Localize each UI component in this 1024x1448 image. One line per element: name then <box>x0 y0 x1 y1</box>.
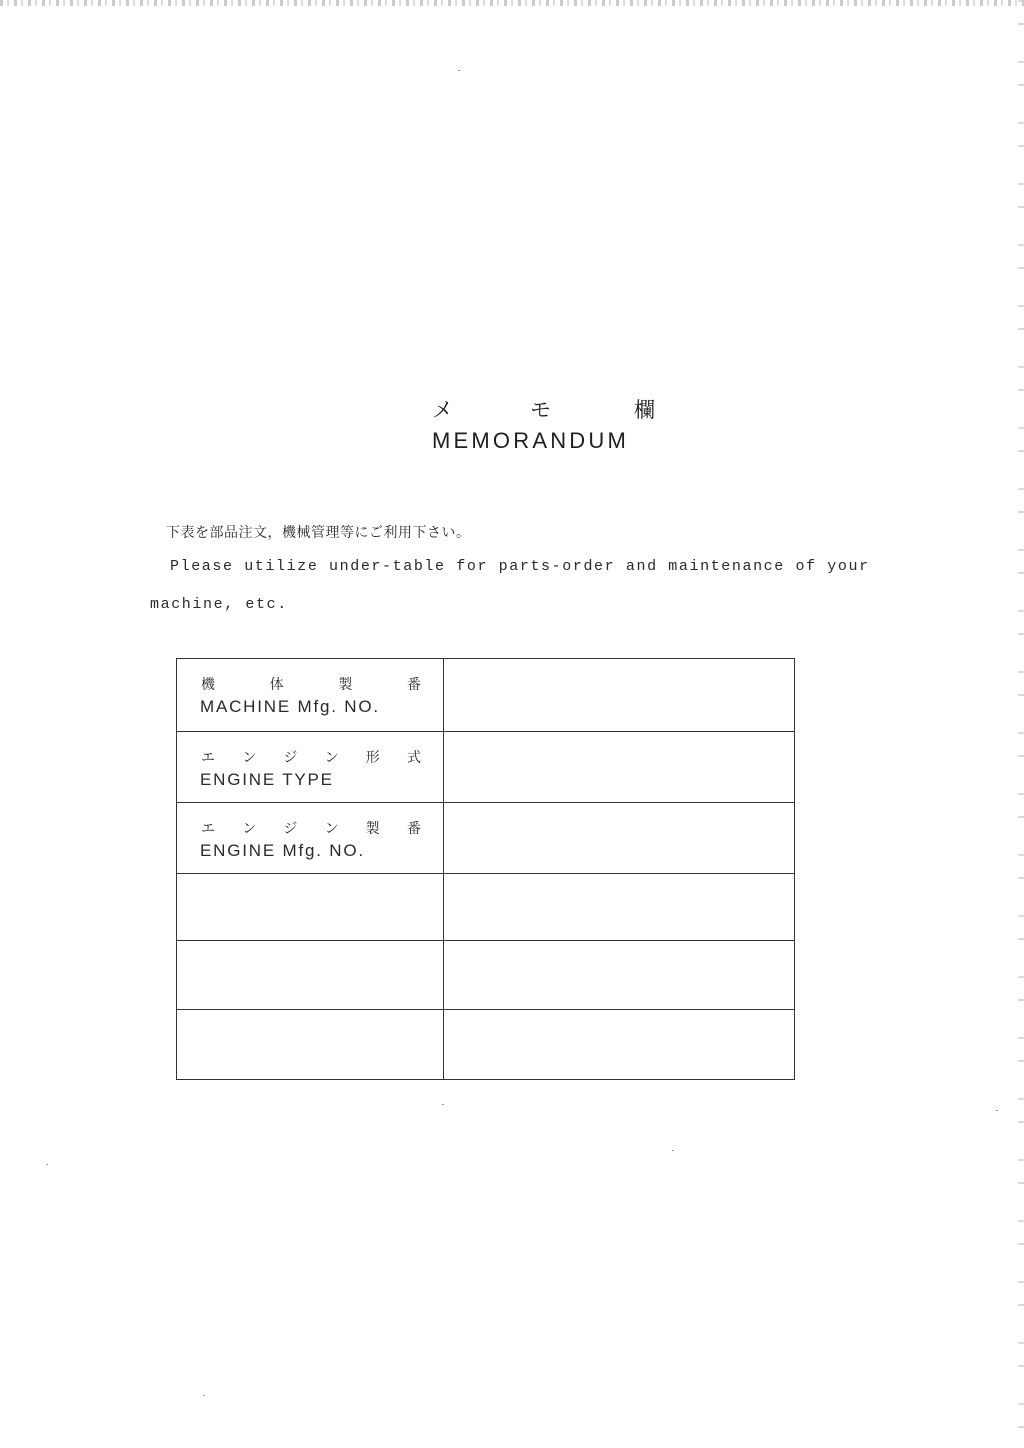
title-jp-char: メ <box>432 398 453 422</box>
label-jp-char: 番 <box>406 821 421 837</box>
title-jp-char: モ <box>530 398 551 422</box>
memo-table <box>176 658 795 1080</box>
label-jp-char: ジ <box>283 821 298 837</box>
row-label-cell <box>177 803 444 874</box>
label-jp-char: 形 <box>365 750 380 766</box>
label-jp-char: 製 <box>365 821 380 837</box>
scan-edge-top <box>0 0 1024 6</box>
label-jp-char: ン <box>324 750 339 766</box>
table-row <box>177 659 795 732</box>
row-label-jp <box>201 821 421 837</box>
row-label-cell[interactable] <box>177 1010 444 1080</box>
table-row <box>177 874 795 941</box>
row-label-jp <box>201 677 421 693</box>
row-label-cell <box>177 659 444 732</box>
row-label-cell[interactable] <box>177 941 444 1010</box>
row-value-cell[interactable] <box>444 659 795 732</box>
table-row <box>177 732 795 803</box>
row-label-jp <box>201 750 421 766</box>
row-label-en: ENGINE TYPE <box>200 770 334 789</box>
row-label-en: ENGINE Mfg. NO. <box>200 841 365 860</box>
intro-text-en-line2: machine, etc. <box>150 596 288 613</box>
label-jp-char: 式 <box>406 750 421 766</box>
label-jp-char: 体 <box>269 677 284 693</box>
intro-text-jp: 下表を部品注文，機械管理等にご利用下さい。 <box>166 525 471 541</box>
row-value-cell[interactable] <box>444 803 795 874</box>
row-value-cell[interactable] <box>444 941 795 1010</box>
label-jp-char: ジ <box>283 750 298 766</box>
row-label-en: MACHINE Mfg. NO. <box>200 697 380 716</box>
memo-title-en: MEMORANDUM <box>432 428 629 453</box>
title-jp-char: 欄 <box>634 398 655 422</box>
label-jp-char: ン <box>324 821 339 837</box>
table-row <box>177 1010 795 1080</box>
label-jp-char: エ <box>201 750 215 766</box>
label-jp-char: エ <box>201 821 215 837</box>
label-jp-char: ン <box>242 750 257 766</box>
row-label-cell <box>177 732 444 803</box>
row-value-cell[interactable] <box>444 732 795 803</box>
memo-title-jp <box>430 394 662 424</box>
row-value-cell[interactable] <box>444 1010 795 1080</box>
row-label-cell[interactable] <box>177 874 444 941</box>
scan-edge-right <box>1018 0 1024 1448</box>
table-row <box>177 803 795 874</box>
row-value-cell[interactable] <box>444 874 795 941</box>
label-jp-char: ン <box>242 821 257 837</box>
label-jp-char: 機 <box>201 677 215 693</box>
table-row <box>177 941 795 1010</box>
intro-text-en-line1: Please utilize under-table for parts-order and maintenance of your <box>170 558 870 575</box>
label-jp-char: 番 <box>406 677 421 693</box>
label-jp-char: 製 <box>338 677 353 693</box>
